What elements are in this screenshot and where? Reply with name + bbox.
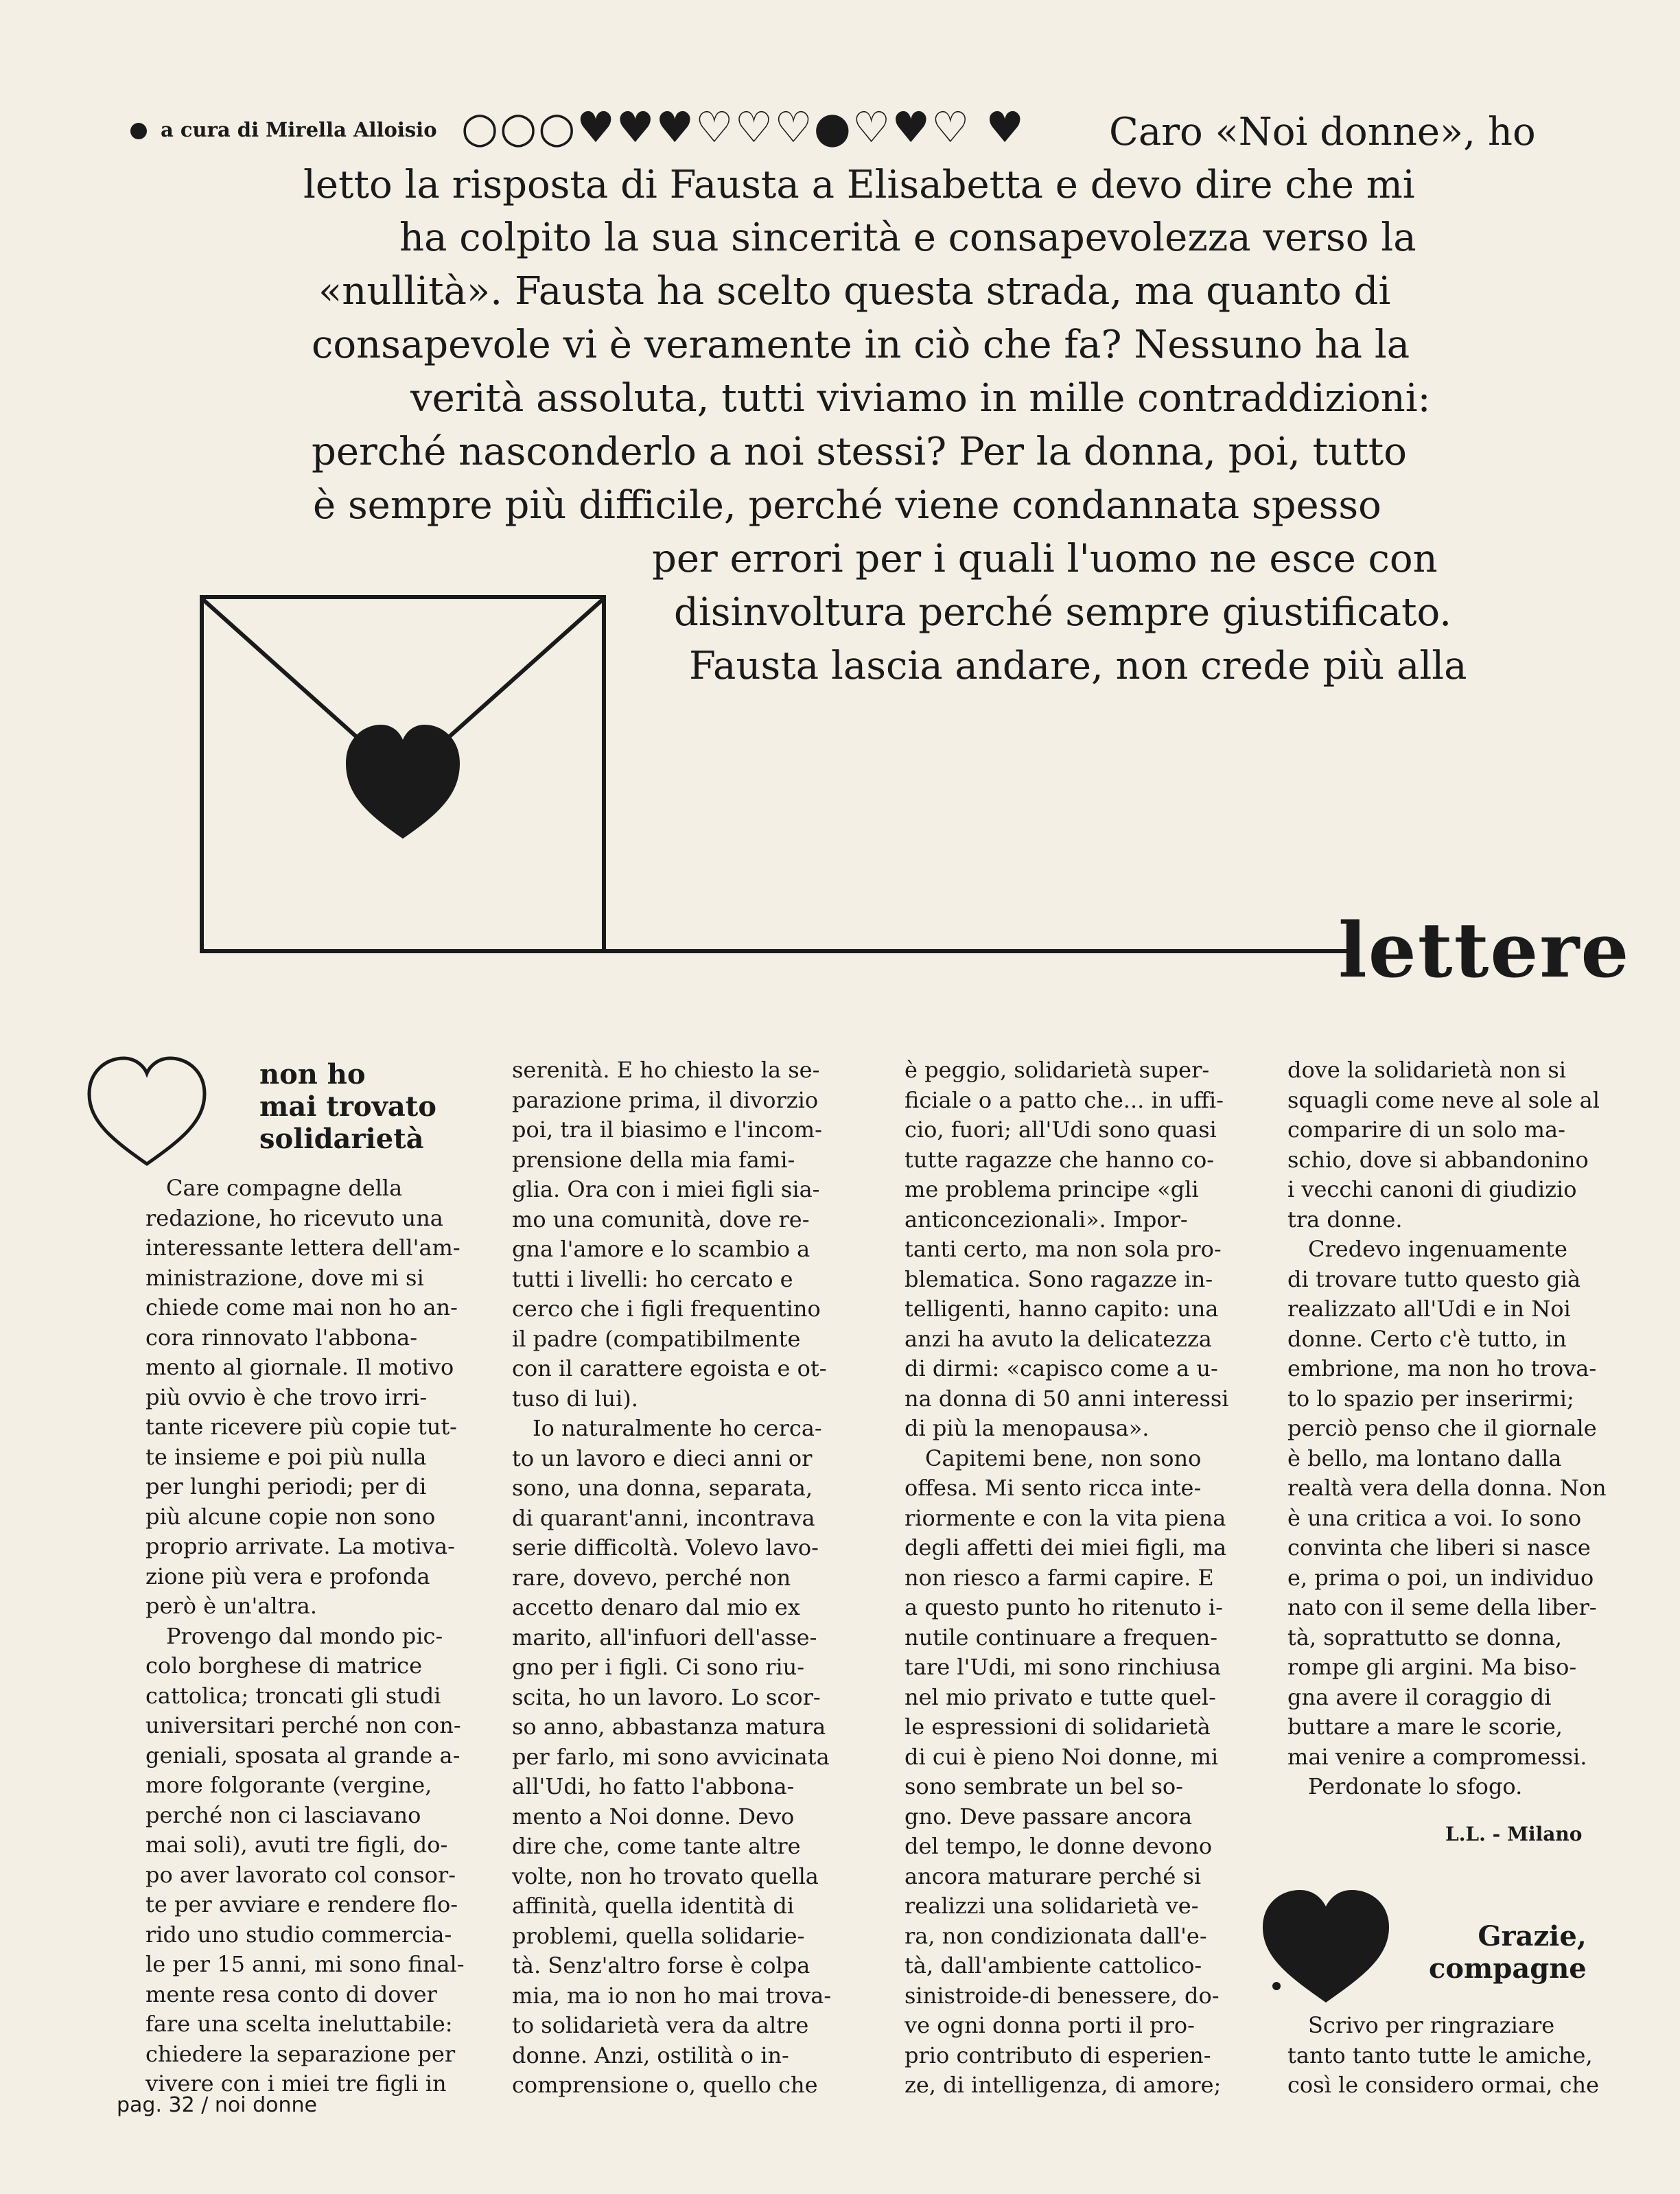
text-line: ve ogni donna porti il pro-	[905, 2012, 1195, 2038]
text-line: cerco che i figli frequentino	[512, 1296, 821, 1322]
text-line: mai venire a compromessi.	[1287, 1743, 1587, 1770]
intro-line: letto la risposta di Fausta a Elisabetta e devo dire che mi	[303, 163, 1415, 207]
text-line: to un lavoro e dieci anni or	[512, 1445, 813, 1471]
text-line: riormente e con la vita piena	[905, 1504, 1226, 1531]
text-line: mento al giornale. Il motivo	[145, 1354, 454, 1380]
text-line: Credevo ingenuamente	[1308, 1236, 1567, 1262]
text-line: anzi ha avuto la delicatezza	[905, 1325, 1212, 1352]
text-line: sono, una donna, separata,	[512, 1475, 813, 1501]
text-line: te insieme e poi più nulla	[145, 1443, 427, 1470]
intro-line: verità assoluta, tutti viviamo in mille contraddizioni:	[410, 376, 1431, 421]
letter1-heading	[259, 1058, 436, 1155]
text-line: universitari perché non con-	[145, 1712, 461, 1738]
text-line: interessante lettera dell'am-	[145, 1235, 460, 1261]
intro-line: è sempre più difficile, perché viene condannata spesso	[313, 483, 1381, 528]
text-line: volte, non ho trovato quella	[512, 1863, 819, 1889]
text-line: e, prima o poi, un individuo	[1287, 1564, 1594, 1591]
text-line: tà, dall'ambiente cattolico-	[905, 1952, 1202, 1979]
editor-credit-text: a cura di Mirella Alloisio	[161, 118, 437, 141]
text-line: per lunghi periodi; per di	[145, 1473, 427, 1499]
text-line: è una critica a voi. Io sono	[1287, 1504, 1582, 1531]
text-line: blematica. Sono ragazze in-	[905, 1265, 1213, 1292]
text-line: vivere con i miei tre figli in	[145, 2070, 447, 2097]
text-line: te per avviare e rendere flo-	[145, 1891, 458, 1917]
letter1-column-2	[512, 1055, 832, 2101]
text-line: scita, ho un lavoro. Lo scor-	[512, 1683, 821, 1710]
intro-line: ha colpito la sua sincerità e consapevolezza verso la	[399, 215, 1416, 260]
text-line: problemi, quella solidarie-	[512, 1922, 805, 1949]
intro-line: disinvoltura perché sempre giustificato.	[674, 590, 1452, 635]
text-line: accetto denaro dal mio ex	[512, 1594, 800, 1620]
heart-seal-icon	[346, 725, 460, 839]
heading-line: non ho	[259, 1058, 366, 1090]
text-line: mai soli), avuti tre figli, do-	[145, 1832, 448, 1858]
text-line: all'Udi, ho fatto l'abbona-	[512, 1773, 795, 1799]
bullet-dot-icon	[130, 123, 147, 139]
text-line: geniali, sposata al grande a-	[145, 1742, 460, 1769]
letter1-column-4	[1287, 1055, 1614, 1802]
text-line: Capitemi bene, non sono	[925, 1445, 1202, 1471]
text-line: così le considero ormai, che	[1287, 2072, 1599, 2098]
text-line: redazione, ho ricevuto una	[145, 1204, 443, 1231]
envelope-heart-illustration	[199, 594, 1366, 965]
text-line: cora rinnovato l'abbona-	[145, 1324, 418, 1351]
text-line: Perdonate lo sfogo.	[1308, 1773, 1523, 1799]
text-line: ra, non condizionata dall'e-	[905, 1922, 1207, 1949]
text-line: to lo spazio per inserirmi;	[1287, 1385, 1574, 1412]
text-line: gno. Deve passare ancora	[905, 1803, 1193, 1830]
text-line: di dirmi: «capisco come a u-	[905, 1355, 1218, 1381]
text-line: tanti certo, ma non sola pro-	[905, 1236, 1222, 1262]
text-line: perciò penso che il giornale	[1287, 1415, 1597, 1441]
text-line: per farlo, mi sono avvicinata	[512, 1743, 830, 1770]
text-line: tante ricevere più copie tut-	[145, 1414, 457, 1440]
text-line: tanto tanto tutte le amiche,	[1287, 2042, 1593, 2068]
text-line: to solidarietà vera da altre	[512, 2012, 809, 2038]
text-line: donne. Certo c'è tutto, in	[1287, 1325, 1567, 1352]
text-line: tuso di lui).	[512, 1385, 638, 1412]
letter1-column-1	[145, 1174, 465, 2099]
text-line: comprensione o, quello che	[512, 2072, 818, 2098]
text-line: chiedere la separazione per	[145, 2040, 456, 2067]
text-line: però è un'altra.	[145, 1593, 317, 1619]
text-line: nel mio privato e tutte quel-	[905, 1683, 1216, 1710]
text-line: proprio arrivate. La motiva-	[145, 1533, 455, 1559]
heading-line: mai trovato	[259, 1090, 436, 1123]
text-line: realizzato all'Udi e in Noi	[1287, 1296, 1571, 1322]
text-line: Scrivo per ringraziare	[1308, 2012, 1555, 2038]
letter1-column-3	[905, 1055, 1229, 2101]
heading-line: solidarietà	[259, 1123, 424, 1155]
text-line: Io naturalmente ho cerca-	[533, 1415, 822, 1441]
text-line: rido uno studio commercia-	[145, 1921, 452, 1948]
text-line: realizzi una solidarietà ve-	[905, 1893, 1199, 1919]
text-line: gna avere il coraggio di	[1287, 1683, 1552, 1710]
text-line: sinistroide-di benessere, do-	[905, 1982, 1220, 2009]
text-line: fare una scelta ineluttabile:	[145, 2011, 453, 2037]
text-line: zione più vera e profonda	[145, 1563, 430, 1589]
intro-line: consapevole vi è veramente in ciò che fa? Nessuno ha la	[312, 323, 1410, 367]
text-line: ze, di intelligenza, di amore;	[905, 2072, 1222, 2098]
text-line: tutti i livelli: ho cercato e	[512, 1265, 793, 1292]
text-line: mente resa conto di dover	[145, 1981, 437, 2007]
text-line: realtà vera della donna. Non	[1287, 1475, 1607, 1501]
heart-outline-icon	[85, 1054, 209, 1171]
text-line: Care compagne della	[166, 1175, 403, 1201]
heading-line: Grazie,	[1478, 1920, 1587, 1952]
text-line: prio contributo di esperien-	[905, 2042, 1211, 2068]
text-line: affinità, quella identità di	[512, 1893, 795, 1919]
decorative-symbols: ○○○♥♥♥♡♡♡●♡♥♡ ♥	[461, 102, 1025, 152]
text-line: degli affetti dei miei figli, ma	[905, 1534, 1227, 1561]
text-line: è peggio, solidarietà super-	[905, 1057, 1210, 1083]
text-line: dove la solidarietà non si	[1287, 1057, 1567, 1083]
text-line: rare, dovevo, perché non	[512, 1564, 791, 1591]
text-line: è bello, ma lontano dalla	[1287, 1445, 1562, 1471]
text-line: convinta che liberi si nasce	[1287, 1534, 1591, 1561]
text-line: ancora maturare perché si	[905, 1863, 1202, 1889]
text-line: ficiale o a patto che... in uffi-	[905, 1086, 1224, 1113]
text-line: di quarant'anni, incontrava	[512, 1504, 815, 1531]
text-line: dire che, come tante altre	[512, 1833, 801, 1859]
text-line: non riesco a farmi capire. E	[905, 1564, 1214, 1591]
text-line: me problema principe «gli	[905, 1176, 1199, 1202]
text-line: squagli come neve al sole al	[1287, 1086, 1600, 1113]
text-line: cio, fuori; all'Udi sono quasi	[905, 1117, 1217, 1143]
letter1-signature: L.L. - Milano	[1445, 1823, 1583, 1845]
text-line: Provengo dal mondo pic-	[166, 1622, 443, 1649]
text-line: buttare a mare le scorie,	[1287, 1714, 1563, 1740]
text-line: mia, ma io non ho mai trova-	[512, 1982, 832, 2009]
text-line: na donna di 50 anni interessi	[905, 1385, 1229, 1412]
intro-line: «nullità». Fausta ha scelto questa strada, ma quanto di	[318, 269, 1391, 314]
text-line: marito, all'infuori dell'asse-	[512, 1624, 817, 1650]
text-line: con il carattere egoista e ot-	[512, 1355, 827, 1381]
text-line: anticoncezionali». Impor-	[905, 1206, 1188, 1233]
text-line: le per 15 anni, mi sono final-	[145, 1951, 465, 1977]
text-line: rompe gli argini. Ma biso-	[1287, 1654, 1577, 1680]
letter2-heading	[1429, 1920, 1587, 1985]
text-line: più alcune copie non sono	[145, 1503, 436, 1530]
text-line: serie difficoltà. Volevo lavo-	[512, 1534, 819, 1561]
heading-line: compagne	[1429, 1952, 1587, 1985]
text-line: so anno, abbastanza matura	[512, 1714, 826, 1740]
text-line: di trovare tutto questo già	[1287, 1265, 1581, 1292]
text-line: di più la menopausa».	[905, 1415, 1150, 1441]
text-line: più ovvio è che trovo irri-	[145, 1384, 428, 1410]
text-line: cattolica; troncati gli studi	[145, 1682, 441, 1709]
text-line: nato con il seme della liber-	[1287, 1594, 1597, 1620]
text-line: colo borghese di matrice	[145, 1653, 423, 1679]
text-line: more folgorante (vergine,	[145, 1772, 432, 1798]
text-line: serenità. E ho chiesto la se-	[512, 1057, 820, 1083]
text-line: poi, tra il biasimo e l'incom-	[512, 1117, 822, 1143]
intro-line: per errori per i quali l'uomo ne esce con	[652, 537, 1438, 581]
text-line: tutte ragazze che hanno co-	[905, 1146, 1215, 1173]
section-title: lettere	[1338, 906, 1631, 994]
text-line: ministrazione, dove mi si	[145, 1264, 424, 1291]
text-line: del tempo, le donne devono	[905, 1833, 1213, 1859]
intro-line: Fausta lascia andare, non crede più alla	[689, 644, 1467, 688]
text-line: po aver lavorato col consor-	[145, 1861, 456, 1888]
text-line: glia. Ora con i miei figli sia-	[512, 1176, 820, 1202]
intro-line: Caro «Noi donne», ho	[1109, 110, 1536, 154]
text-line: il padre (compatibilmente	[512, 1325, 801, 1352]
text-line: sono sembrate un bel so-	[905, 1773, 1183, 1799]
text-line: gna l'amore e lo scambio a	[512, 1236, 810, 1262]
text-line: chiede come mai non ho an-	[145, 1294, 458, 1320]
text-line: offesa. Mi sento ricca inte-	[905, 1475, 1202, 1501]
text-line: comparire di un solo ma-	[1287, 1117, 1565, 1143]
text-line: tra donne.	[1287, 1206, 1403, 1233]
text-line: prensione della mia fami-	[512, 1146, 795, 1173]
editor-credit	[130, 118, 437, 141]
text-line: le espressioni di solidarietà	[905, 1714, 1211, 1740]
text-line: mo una comunità, dove re-	[512, 1206, 810, 1233]
text-line: a questo punto ho ritenuto i-	[905, 1594, 1223, 1620]
text-line: mento a Noi donne. Devo	[512, 1803, 795, 1830]
text-line: gno per i figli. Ci sono riu-	[512, 1654, 805, 1680]
text-line: schio, dove si abbandonino	[1287, 1146, 1589, 1173]
page-footer: pag. 32 / noi donne	[117, 2093, 318, 2117]
text-line: tà, soprattutto se donna,	[1287, 1624, 1563, 1650]
text-line: tà. Senz'altro forse è colpa	[512, 1952, 810, 1979]
text-line: nutile continuare a frequen-	[905, 1624, 1218, 1650]
text-line: parazione prima, il divorzio	[512, 1086, 819, 1113]
heart-filled-icon	[1259, 1886, 1393, 2007]
text-line: tare l'Udi, mi sono rinchiusa	[905, 1654, 1221, 1680]
text-line: telligenti, hanno capito: una	[905, 1296, 1219, 1322]
letter2-body	[1287, 2011, 1607, 2101]
text-line: di cui è pieno Noi donne, mi	[905, 1743, 1219, 1770]
text-line: embrione, ma non ho trova-	[1287, 1355, 1597, 1381]
text-line: i vecchi canoni di giudizio	[1287, 1176, 1577, 1202]
text-line: perché non ci lasciavano	[145, 1801, 421, 1828]
text-line: donne. Anzi, ostilità o in-	[512, 2042, 789, 2068]
intro-line: perché nasconderlo a noi stessi? Per la donna, poi, tutto	[312, 430, 1407, 474]
